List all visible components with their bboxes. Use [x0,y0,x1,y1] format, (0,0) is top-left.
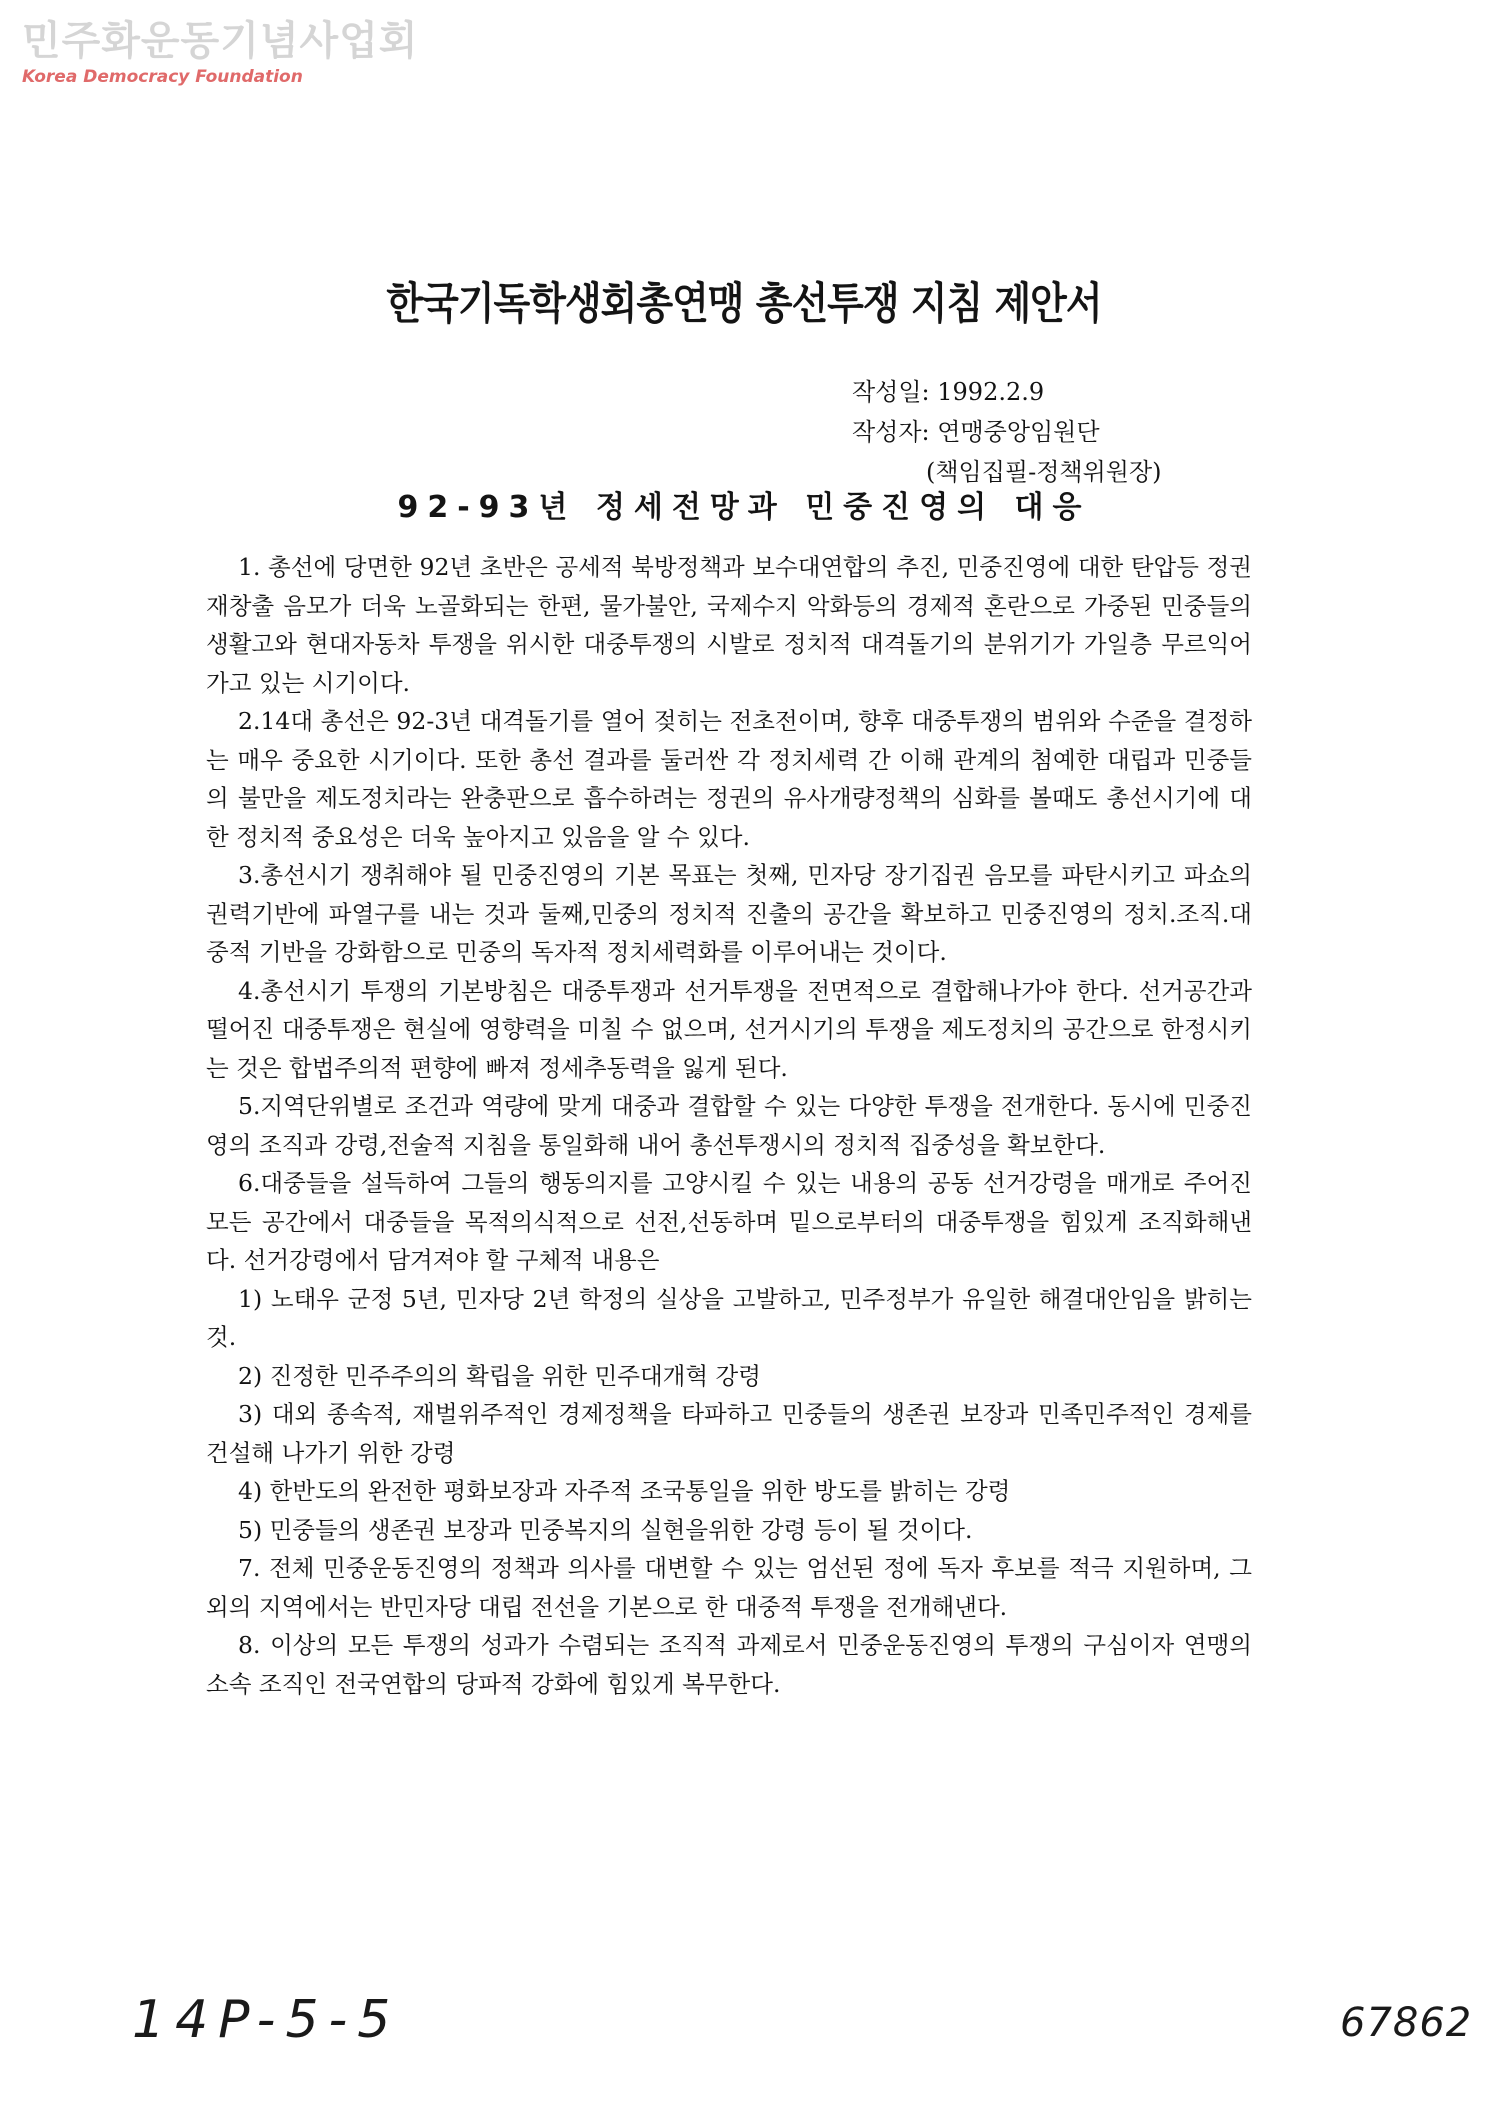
paragraph-5: 5.지역단위별로 조건과 역량에 맞게 대중과 결합할 수 있는 다양한 투쟁을 전개한다. 동시에 민중진영의 조직과 강령,전술적 지침을 통일화해 내어 총선투쟁시의 정치적 집중성을 확보한다. [206,1092,1252,1159]
list-item-4: 4) 한반도의 완전한 평화보장과 자주적 조국통일을 위한 방도를 밝히는 강령 [238,1477,1011,1505]
watermark-korean: 민주화운동기념사업회 [22,18,419,64]
document-title: 한국기독학생회총연맹 총선투쟁 지침 제안서 [386,278,1102,329]
handwritten-code-right: 67862 [1340,2000,1473,2046]
paragraph-7: 7. 전체 민중운동진영의 정책과 의사를 대변할 수 있는 엄선된 정에 독자 후보를 적극 지원하며, 그 외의 지역에서는 반민자당 대립 전선을 기본으로 한 대중적 투쟁을 전개해낸다. [206,1554,1252,1621]
list-item-1: 1) 노태우 군정 5년, 민자당 2년 학정의 실상을 고발하고, 민주정부가 유일한 해결대안임을 밝히는 것. [206,1284,1252,1351]
paragraph-3: 3.총선시기 쟁취해야 될 민중진영의 기본 목표는 첫째, 민자당 장기집권 음모를 파탄시키고 파쇼의 권력기반에 파열구를 내는 것과 둘째,민중의 정치적 진출의 공간을 확보하고 민중진영의 정치.조직.대중적 기반을 강화함으로 민중의 독자적 정치세력화를 이루어내는 것이다. [206,861,1252,966]
date-line: 작성일: 1992.2.9 [852,378,1045,406]
paragraph-2: 2.14대 총선은 92-3년 대격돌기를 열어 젖히는 전초전이며, 향후 대중투쟁의 범위와 수준을 결정하는 매우 중요한 시기이다. 또한 총선 결과를 둘러싼 각 정치세력 간 이해 관계의 첨예한 대립과 민중들의 불만을 제도정치라는 완충판으로 흡수하려는 정권의 유사개량정책의 심화를 볼때도 총선시기에 대한 정치적 중요성은 더욱 높아지고 있음을 알 수 있다. [206,707,1252,851]
paragraph-1: 1. 총선에 당면한 92년 초반은 공세적 북방정책과 보수대연합의 추진, 민중진영에 대한 탄압등 정권재창출 음모가 더욱 노골화되는 한편, 물가불안, 국제수지 악화등의 경제적 혼란으로 가중된 민중들의 생활고와 현대자동차 투쟁을 위시한 대중투쟁의 시발로 정치적 대격돌기의 분위기가 가일층 무르익어 가고 있는 시기이다. [206,553,1252,697]
section-subtitle: 92-93년 정세전망과 민중진영의 대응 [397,490,1091,525]
author-note: (책임집필-정책위원장) [926,458,1162,486]
handwritten-code-left: 14P-5-5 [132,1990,401,2050]
list-item-5: 5) 민중들의 생존권 보장과 민중복지의 실현을위한 강령 등이 될 것이다. [238,1515,973,1544]
document-meta [852,372,1162,492]
document-body [206,548,1252,1703]
list-item-2: 2) 진정한 민주주의의 확립을 위한 민주대개혁 강령 [238,1361,761,1390]
author-line: 작성자: 연맹중앙임원단 [852,418,1100,446]
paragraph-4: 4.총선시기 투쟁의 기본방침은 대중투쟁과 선거투쟁을 전면적으로 결합해나가야 한다. 선거공간과 떨어진 대중투쟁은 현실에 영향력을 미칠 수 없으며, 선거시기의 투쟁을 제도정치의 공간으로 한정시키는 것은 합법주의적 편향에 빠져 정세추동력을 잃게 된다. [206,976,1252,1082]
paragraph-6: 6.대중들을 설득하여 그들의 행동의지를 고양시킬 수 있는 내용의 공동 선거강령을 매개로 주어진 모든 공간에서 대중들을 목적의식적으로 선전,선동하며 밑으로부터의 대중투쟁을 힘있게 조직화해낸다. 선거강령에서 담겨져야 할 구체적 내용은 [206,1169,1252,1274]
list-item-3: 3) 대외 종속적, 재벌위주적인 경제정책을 타파하고 민중들의 생존권 보장과 민족민주적인 경제를 건설해 나가기 위한 강령 [206,1400,1252,1467]
watermark-logo [22,18,418,88]
watermark-english: Korea Democracy Foundation [22,67,303,87]
paragraph-8: 8. 이상의 모든 투쟁의 성과가 수렴되는 조직적 과제로서 민중운동진영의 투쟁의 구심이자 연맹의 소속 조직인 전국연합의 당파적 강화에 힘있게 복무한다. [206,1631,1252,1698]
